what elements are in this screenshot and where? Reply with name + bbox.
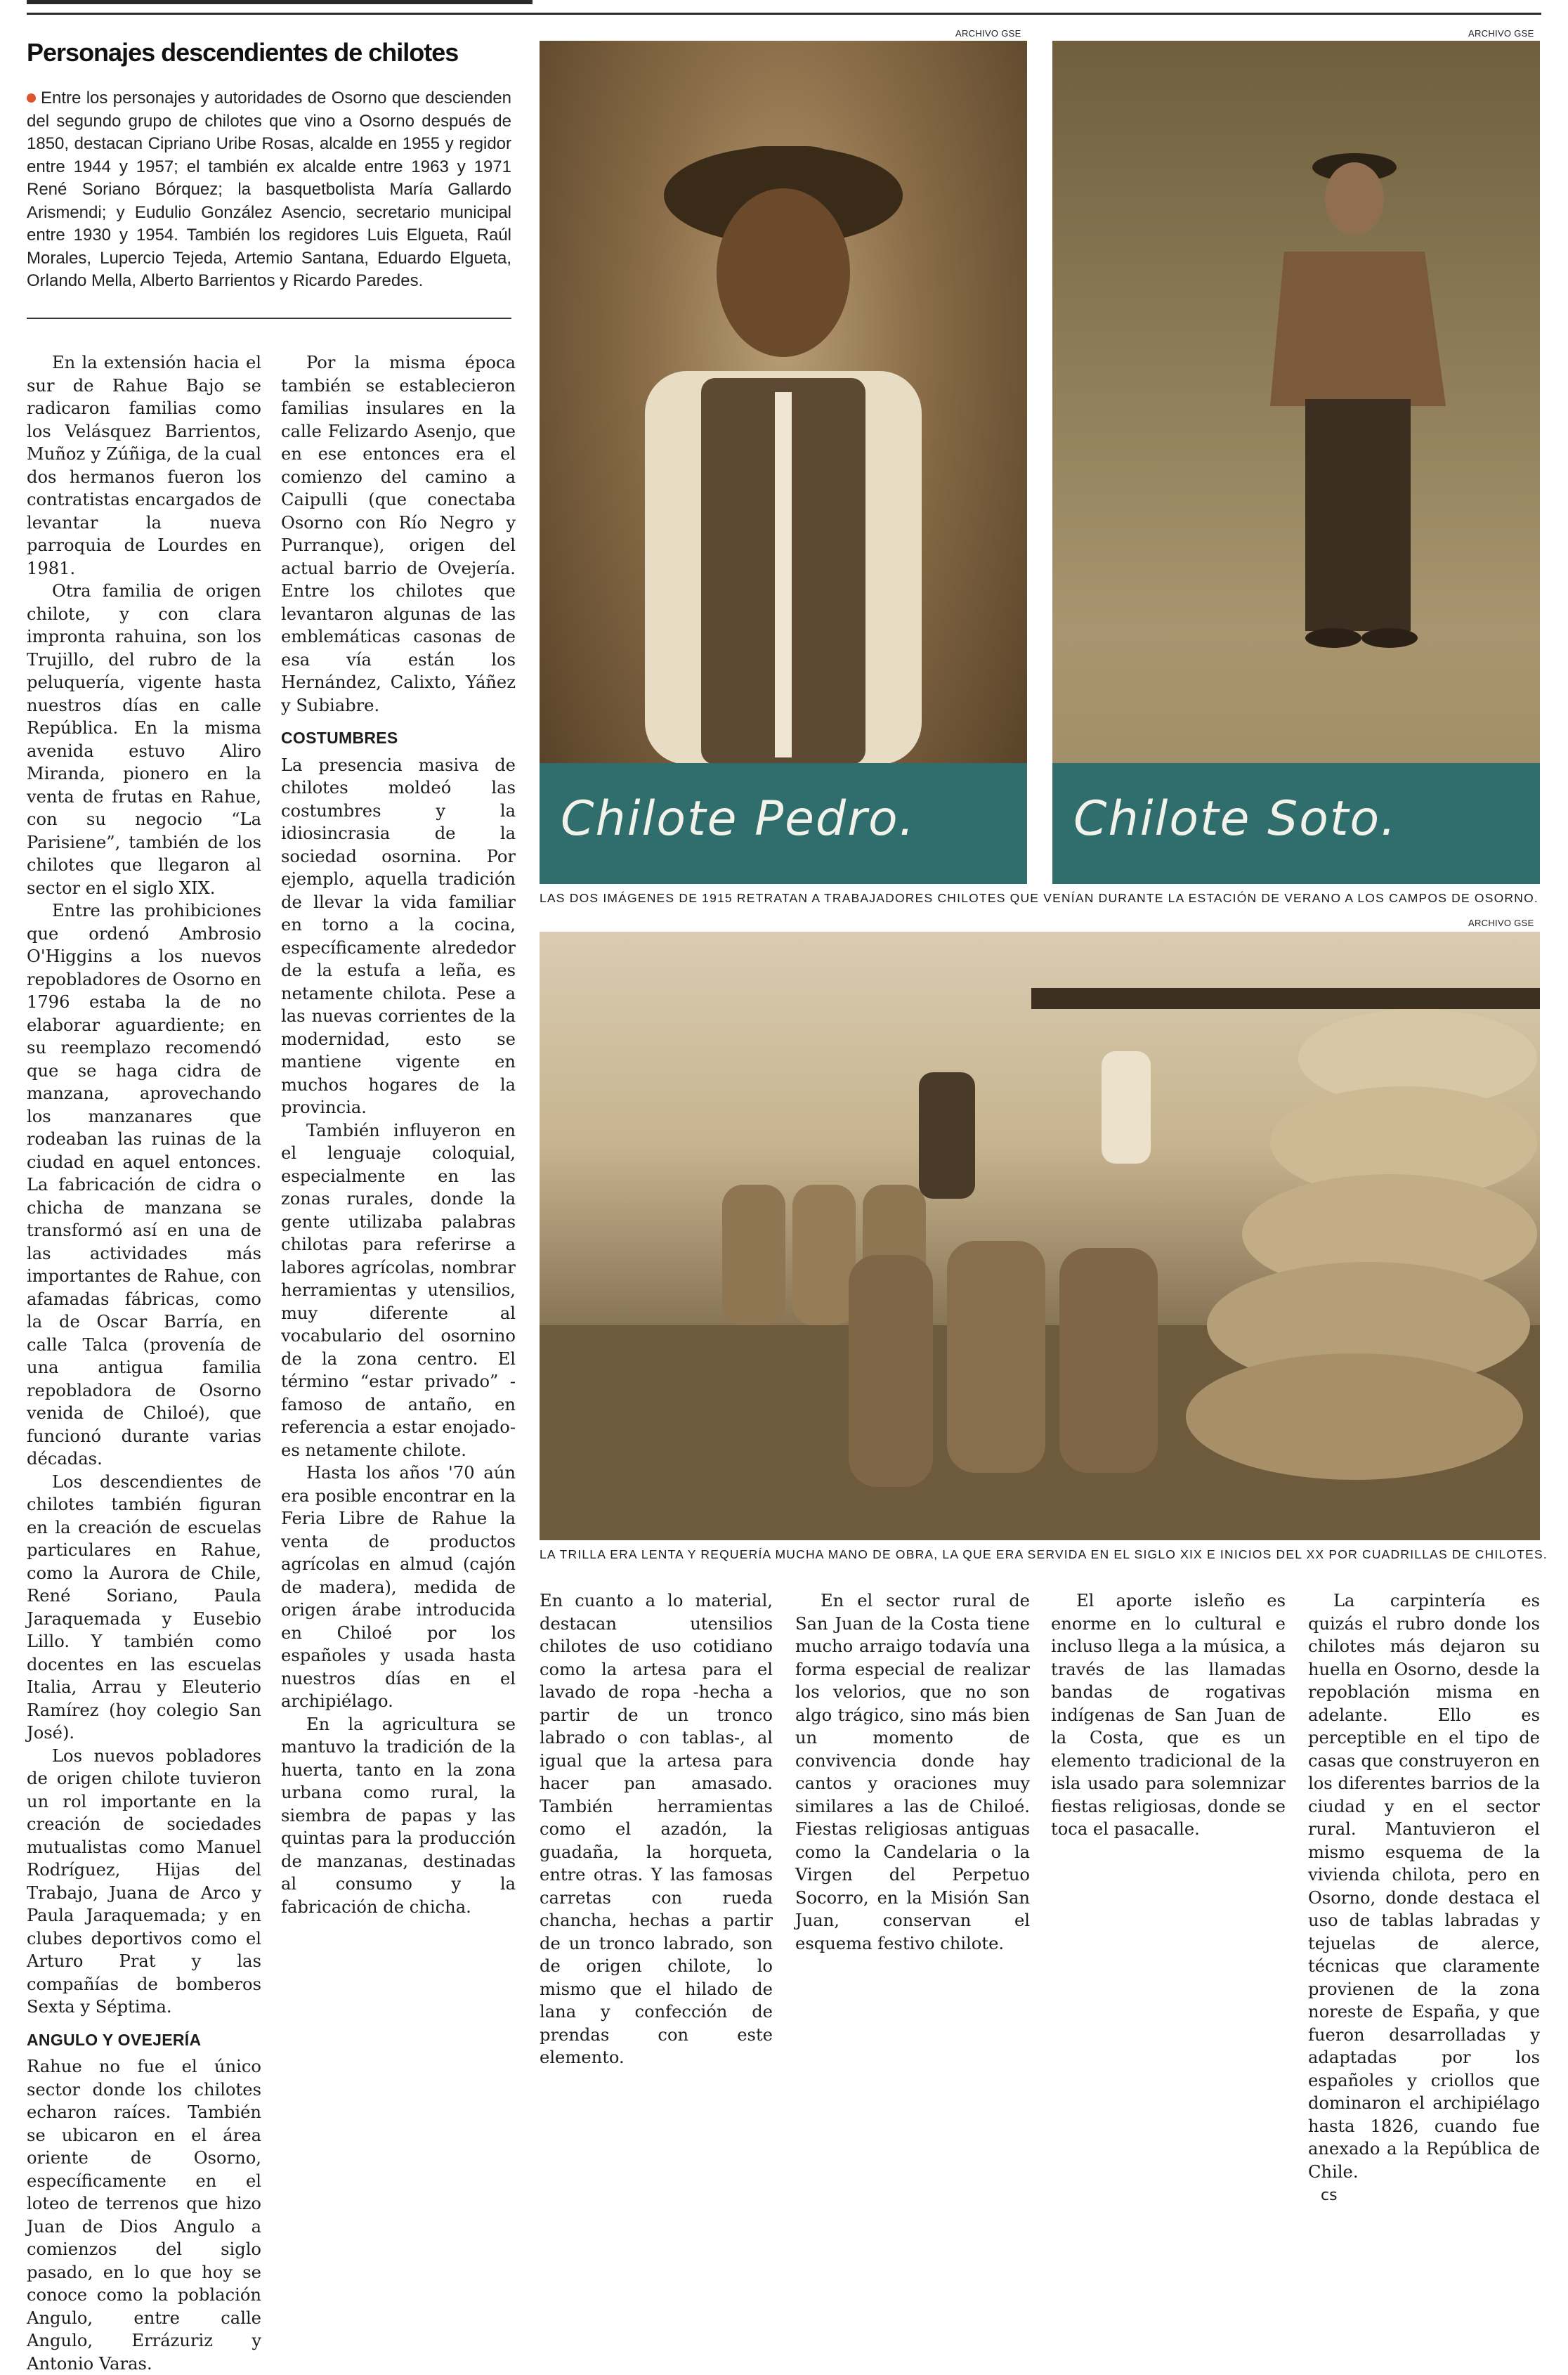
- paragraph: Otra familia de origen chilote, y con clara impronta rahuina, son los Trujillo, del rubro de la peluquería, vigente hasta nuestros días en calle República. En la misma avenida estuvo Aliro Miranda, pionero en la venta de frutas en Rahue, con su negocio “La Parisiene”, también de los chilotes que llegaron al sector en el siglo XIX.: [27, 581, 261, 898]
- subheading-costumbres: COSTUMBRES: [281, 729, 398, 747]
- top-bar: [27, 0, 533, 4]
- paragraph: La carpintería es quizás el rubro donde los chilotes más dejaron su huella en Osorno, desde la repoblación misma en adelante. Ello es perceptible en el tipo de casas que construyeron en los diferentes barrios de la ciudad y en el sector rural. Mantuvieron el mismo esquema de la vivienda chilota, pero en Osorno, donde destaca el uso de tablas labradas y tejuelas de alerce, técnicas que claramente provienen de la zona noreste de España, y que fueron desarrolladas y adaptadas por los españoles y criollos que dominaron el archipiélago hasta 1826, cuando fue anexado a la República de Chile.: [1308, 1591, 1540, 2182]
- handwriting-banner: [1052, 763, 1540, 884]
- paragraph: La presencia masiva de chilotes moldeó las costumbres y la idiosincrasia de la sociedad osornina. Por ejemplo, aquella tradición de llevar la vida familiar en torno a la cocina, específicamente alrededor de la estufa a leña, es netamente chilota. Pese a las nuevas corrientes de la modernidad, esto se mantiene vigente en muchos hogares de la provincia.: [281, 755, 516, 1117]
- subheading-angulo: ANGULO Y OVEJERÍA: [27, 2030, 202, 2049]
- handwriting-label: Chilote Soto.: [1073, 791, 1397, 847]
- paragraph: Entre las prohibiciones que ordenó Ambrosio O'Higgins a los nuevos repobladores de Osorno en 1796 estaba la de no elaborar aguardiente; en su reemplazo recomendó que se haga cidra de manzana, aprovechando los manzanares que rodeaban las ruinas de la ciudad en aquel entonces. La fabricación de cidra o chicha de manzana se transformó así en una de las actividades más importantes de Rahue, con afamadas fábricas, como la de Oscar Barría, en calle Talca (provenía de una antigua familia repobladora de Osorno venida de Chiloé), que funcionó durante varias décadas.: [27, 901, 261, 1469]
- sidebar-rule: [27, 318, 511, 319]
- handwriting-label: Chilote Pedro.: [561, 791, 916, 847]
- top-rule: [27, 13, 1541, 15]
- paragraph: Rahue no fue el único sector donde los chilotes echaron raíces. También se ubicaron en el área oriente de Osorno, específicamente en el loteo de terrenos que hizo Juan de Dios Angulo a comienzos del siglo pasado, en lo que hoy se conoce como la población Angulo, entre calle Angulo, Errázuriz y Antonio Varas.: [27, 2057, 261, 2374]
- article-column-6: [1308, 1589, 1540, 2208]
- sidebar-paragraph: Entre los personajes y autoridades de Osorno que descienden del segundo grupo de chilotes que vino a Osorno después de 1850, destacan Cipriano Uribe Rosas, alcalde en 1955 y regidor entre 1944 y 1957; el también ex alcalde entre 1963 y 1971 René Soriano Bórquez; la basquetbolista María Gallardo Arismendi; y Eudulio González Asencio, secretario municipal entre 1930 y 1954. También los regidores Luis Elgueta, Raúl Morales, Lupercio Tejeda, Artemio Santana, Eduardo Elgueta, Orlando Mella, Alberto Barrientos y Ricardo Paredes.: [27, 89, 511, 290]
- article-column-5: [1051, 1589, 1286, 1841]
- article-column-3: [540, 1589, 773, 2069]
- photo-caption-top: LAS DOS IMÁGENES DE 1915 RETRATAN A TRABAJADORES CHILOTES QUE VENÍAN DURANTE LA ESTACIÓN DE VERANO A LOS CAMPOS DE OSORNO.: [540, 891, 1538, 905]
- paragraph: En cuanto a lo material, destacan utensilios chilotes de uso cotidiano como la artesa para el lavado de ropa -hecha a partir de un tronco labrado o con tablas-, al igual que la artesa para hacer pan amasado. También herramientas como el azadón, la guadaña, la horqueta, entre otras. Y las famosas carretas con rueda chancha, hechas a partir de un tronco labrado, son de origen chilote, lo mismo que el hilado de lana y confección de prendas con este elemento.: [540, 1591, 773, 2067]
- paragraph: Hasta los años '70 aún era posible encontrar en la Feria Libre de Rahue la venta de productos agrícolas en almud (cajón de madera), medida de origen árabe introducida en Chiloé por los españoles y usada hasta nuestros días en el archipiélago.: [281, 1463, 516, 1711]
- paragraph: Por la misma época también se establecieron familias insulares en la calle Felizardo Asenjo, que en ese entonces era el comienzo del camino a Caipulli (que conectaba Osorno con Río Negro y Purranque), origen del actual barrio de Ovejería. Entre los chilotes que levantaron algunas de las emblemáticas casonas de esa vía están los Hernández, Calixto, Yáñez y Subiabre.: [281, 353, 516, 715]
- photo-credit: ARCHIVO GSE: [955, 28, 1021, 39]
- sidebar-text: [27, 87, 511, 293]
- photo-credit: ARCHIVO GSE: [1468, 918, 1534, 928]
- paragraph: También influyeron en el lenguaje coloquial, especialmente en las zonas rurales, donde la gente utilizaba palabras chilotas para referirse a labores agrícolas, nombrar herramientas y utensilios, muy diferente al vocabulario del osornino de la zona centro. El término “estar privado” -famoso de antaño, en referencia a estar enojado- es netamente chilote.: [281, 1120, 516, 1460]
- article-column-4: [795, 1589, 1030, 1955]
- photo-chilote-soto: [1052, 41, 1540, 884]
- portrait-illustration: [540, 41, 1027, 884]
- sidebar-title: Personajes descendientes de chilotes: [27, 38, 459, 67]
- standing-man-illustration: [1052, 41, 1540, 884]
- paragraph: Los nuevos pobladores de origen chilote tuvieron un rol importante en la creación de sociedades mutualistas como Manuel Rodríguez, Hijas del Trabajo, Juana de Arco y Paula Jaraquemada; y en clubes deportivos como el Arturo Prat y las compañías de bomberos Sexta y Séptima.: [27, 1745, 261, 2017]
- photo-credit: ARCHIVO GSE: [1468, 28, 1534, 39]
- paragraph: En el sector rural de San Juan de la Costa tiene mucho arraigo todavía una forma especial de realizar los velorios, que no son algo trágico, sino más bien un momento de convivencia donde hay cantos y oraciones muy similares a las de Chiloé. Fiestas religiosas antiguas como la Candelaria o la Virgen del Perpetuo Socorro, en la Misión San Juan, conservan el esquema festivo chilote.: [795, 1591, 1030, 1953]
- paragraph: El aporte isleño es enorme en lo cultural e incluso llega a la música, a través de las llamadas bandas de rogativas indígenas de San Juan de la Costa, que es un elemento tradicional de la isla usado para solemnizar fiestas religiosas, donde se toca el pasacalle.: [1051, 1591, 1286, 1839]
- photo-threshing-sacks: [540, 932, 1540, 1540]
- threshing-illustration: [540, 932, 1540, 1540]
- article-column-1: [27, 351, 261, 2375]
- photo-caption-bottom: LA TRILLA ERA LENTA Y REQUERÍA MUCHA MANO DE OBRA, LA QUE ERA SERVIDA EN EL SIGLO XIX E INICIOS DEL XX POR CUADRILLAS DE CHILOTES.: [540, 1547, 1548, 1561]
- paragraph: Los descendientes de chilotes también figuran en la creación de escuelas particulares en Rahue, como la Aurora de Chile, René Soriano, Paula Jaraquemada y Eusebio Lillo. Y también como docentes en las escuelas Italia, Arrau y Eleuterio Ramírez (hoy colegio San José).: [27, 1471, 261, 1743]
- paragraph: En la agricultura se mantuvo la tradición de la huerta, tanto en la zona urbana como rural, la siembra de papas y las quintas para la producción de manzanas, destinadas al consumo y la fabricación de chicha.: [281, 1714, 516, 1917]
- article-column-2: [281, 351, 516, 1918]
- bullet-icon: [27, 93, 36, 103]
- end-mark-icon: cs: [1321, 2187, 1338, 2204]
- handwriting-banner: [540, 763, 1027, 884]
- photo-chilote-pedro: [540, 41, 1027, 884]
- paragraph: En la extensión hacia el sur de Rahue Bajo se radicaron familias como los Velásquez Barrientos, Muñoz y Zúñiga, de la cual dos hermanos fueron los contratistas encargados de levantar la nueva parroquia de Lourdes en 1981.: [27, 353, 261, 578]
